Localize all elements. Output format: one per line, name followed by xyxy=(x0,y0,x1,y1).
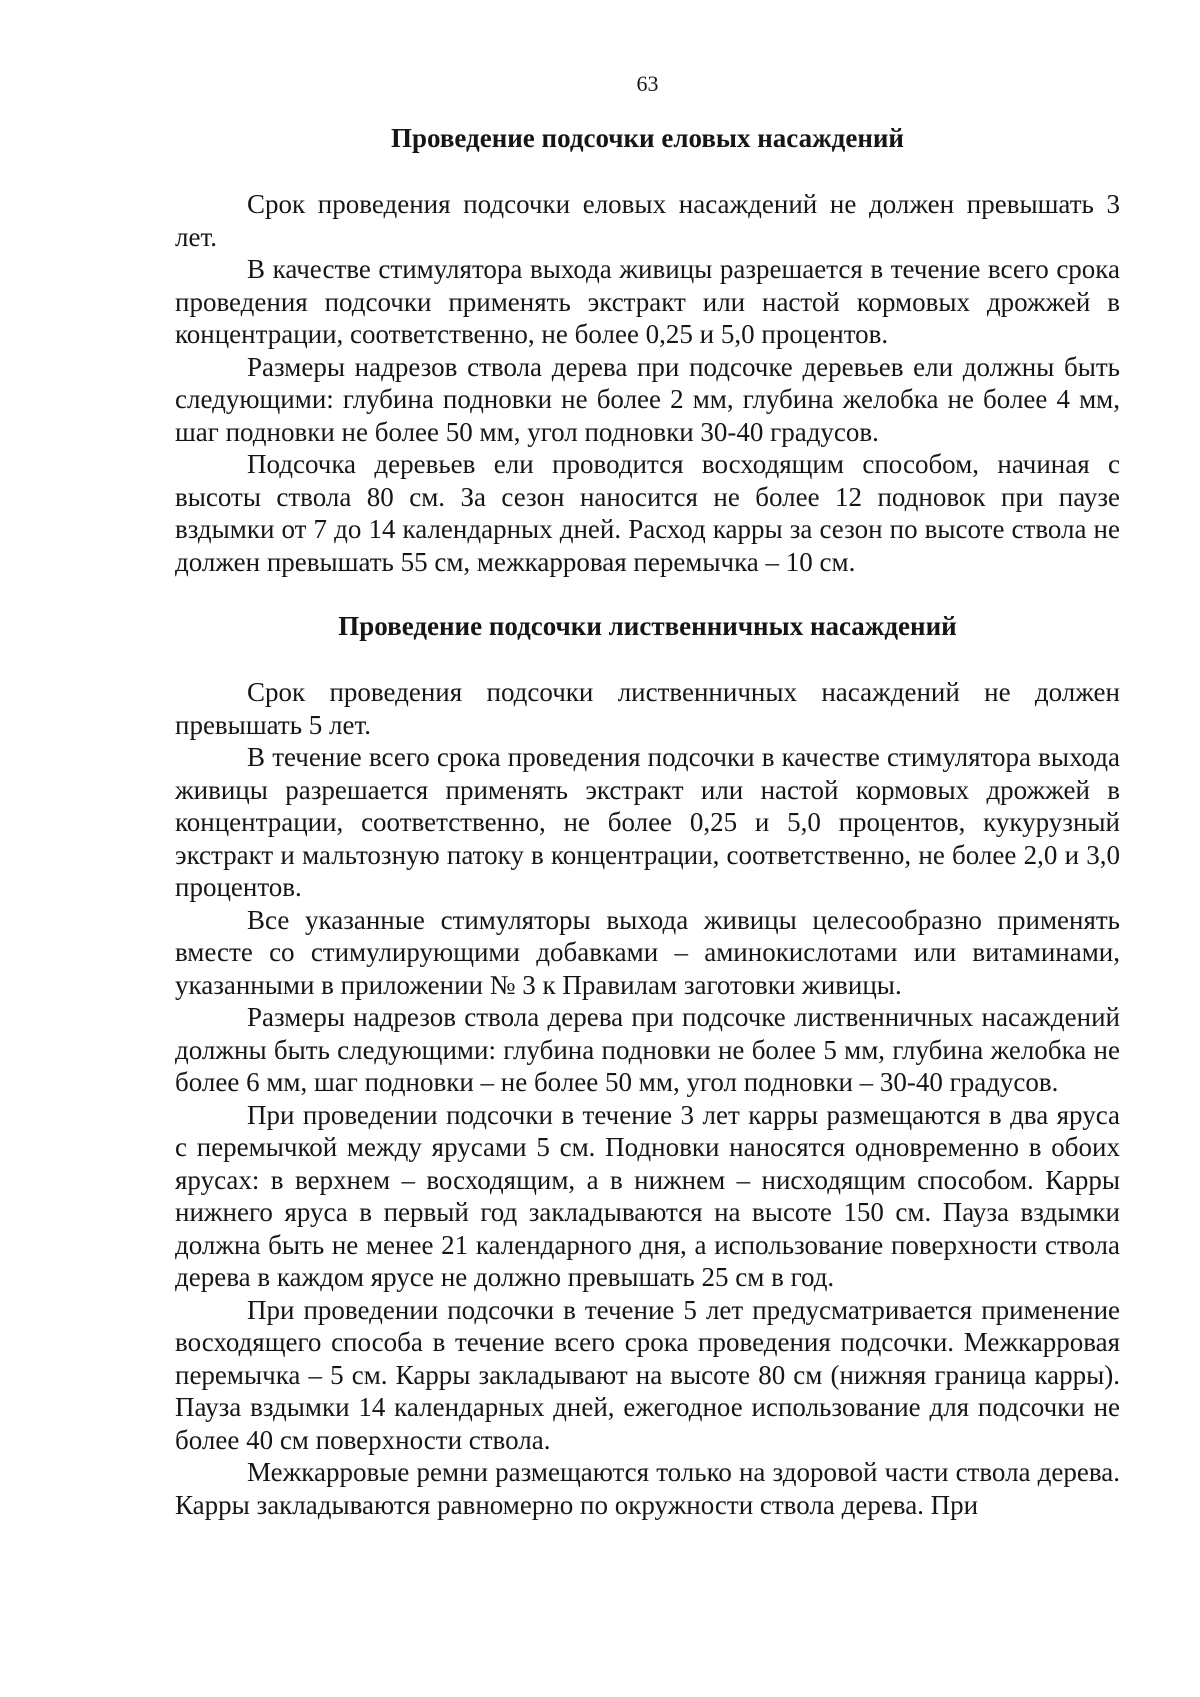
paragraph: В течение всего срока проведения подсочки в качестве стимулятора выхода живицы разрешается применять экстракт или настой кормовых дрожжей в концентрации, соответственно, не более 0,25 и 5,0 процентов, кукурузный экстракт и мальтозную патоку в концентрации, соответственно, не более 2,0 и 3,0 процентов. xyxy=(175,742,1120,902)
paragraph: Срок проведения подсочки еловых насаждений не должен превышать 3 лет. xyxy=(175,189,1120,252)
paragraph: При проведении подсочки в течение 3 лет карры размещаются в два яруса с перемычкой между ярусами 5 см. Подновки наносятся одновременно в обоих ярусах: в верхнем – восходящим, а в нижнем – нисходящим способом. Карры нижнего яруса в первый год закладываются на высоте 150 см. Пауза вздымки должна быть не менее 21 календарного дня, а использование поверхности ствола дерева в каждом ярусе не должно превышать 25 см в год. xyxy=(175,1099,1120,1292)
paragraph: В качестве стимулятора выхода живицы разрешается в течение всего срока проведения подсочки применять экстракт или настой кормовых дрожжей в концентрации, соответственно, не более 0,25 и 5,0 процентов. xyxy=(175,254,1120,349)
page-number: 63 xyxy=(636,71,659,96)
section-title-spruce: Проведение подсочки еловых насаждений xyxy=(391,123,904,153)
paragraph: Все указанные стимуляторы выхода живицы целесообразно применять вместе со стимулирующими добавками – аминокислотами или витаминами, указанными в приложении № 3 к Правилам заготовки живицы. xyxy=(175,904,1120,1000)
paragraph: Размеры надрезов ствола дерева при подсочке лиственничных насаждений должны быть следующими: глубина подновки не более 5 мм, глубина желобка не более 6 мм, шаг подновки – не более 50 мм, угол подновки – 30-40 градусов. xyxy=(175,1002,1120,1097)
paragraph: Межкарровые ремни размещаются только на здоровой части ствола дерева. Карры закладываются равномерно по окружности ствола дерева. При xyxy=(175,1457,1120,1520)
paragraph: Срок проведения подсочки лиственничных насаждений не должен превышать 5 лет. xyxy=(175,677,1120,740)
document-page xyxy=(175,70,1120,1521)
paragraph: Подсочка деревьев ели проводится восходящим способом, начиная с высоты ствола 80 см. За сезон наносится не более 12 подновок при паузе вздымки от 7 до 14 календарных дней. Расход карры за сезон по высоте ствола не должен превышать 55 см, межкарровая перемычка – 10 см. xyxy=(175,449,1120,577)
section-title-larch: Проведение подсочки лиственничных насаждений xyxy=(338,611,957,641)
paragraph: При проведении подсочки в течение 5 лет предусматривается применение восходящего способа в течение всего срока проведения подсочки. Межкарровая перемычка – 5 см. Карры закладывают на высоте 80 см (нижняя граница карры). Пауза вздымки 14 календарных дней, ежегодное использование для подсочки не более 40 см поверхности ствола. xyxy=(175,1294,1120,1455)
paragraph: Размеры надрезов ствола дерева при подсочке деревьев ели должны быть следующими: глубина подновки не более 2 мм, глубина желобка не более 4 мм, шаг подновки не более 50 мм, угол подновки 30-40 градусов. xyxy=(175,351,1120,447)
